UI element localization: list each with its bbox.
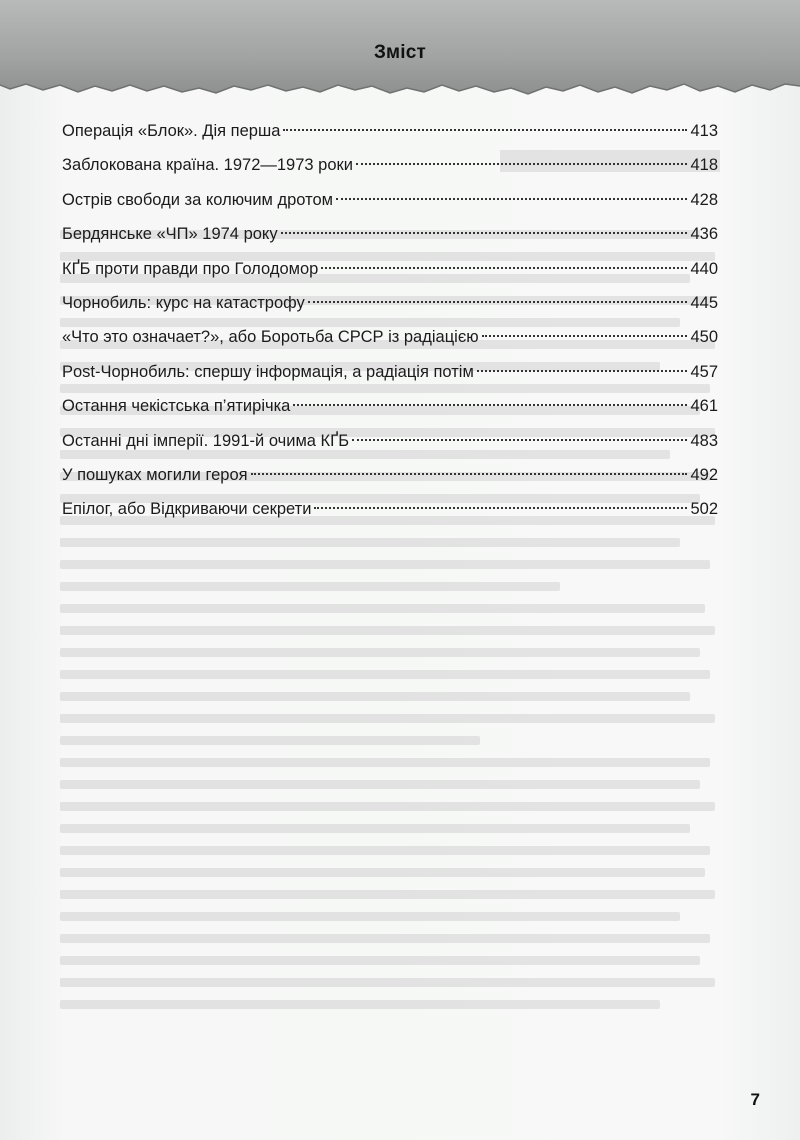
toc-leader-dots [477, 370, 688, 372]
toc-entry-title: Остання чекістська п’ятирічка [62, 397, 291, 416]
toc-leader-dots [283, 129, 687, 131]
toc-entry-title: У пошуках могили героя [62, 465, 248, 484]
toc-entry-page: 436 [690, 225, 718, 244]
toc-leader-dots [321, 267, 687, 269]
toc-leader-dots [281, 232, 688, 234]
toc-leader-dots [293, 404, 687, 406]
toc-entry-page: 440 [690, 259, 718, 278]
toc-entry-title: Бердянське «ЧП» 1974 року [62, 225, 278, 244]
toc-entry-page: 428 [690, 190, 718, 209]
toc-entry[interactable] [62, 355, 718, 389]
toc-entry-page: 413 [690, 122, 718, 140]
toc-leader-dots [352, 439, 687, 441]
toc-entry-page: 502 [690, 500, 718, 519]
toc-entry[interactable] [62, 492, 718, 526]
toc-entry-title: Чорнобиль: курс на катастрофу [62, 293, 305, 312]
toc-entry[interactable] [62, 320, 718, 354]
toc-entry-page: 461 [690, 397, 718, 416]
toc-entry[interactable] [62, 183, 718, 217]
toc-entry[interactable] [62, 217, 718, 251]
toc-entry-title: Post-Чорнобиль: спершу інформація, а радіація потім [62, 362, 474, 381]
toc-leader-dots [251, 473, 688, 475]
toc-entry-title: Останні дні імперії. 1991-й очима КҐБ [62, 431, 350, 450]
toc-entry[interactable] [62, 148, 718, 182]
page-number: 7 [750, 1090, 760, 1109]
toc-leader-dots [308, 301, 688, 303]
toc-entry-title: Острів свободи за колючим дротом [62, 190, 333, 209]
toc-leader-dots [314, 507, 687, 509]
toc-entry-page: 418 [690, 156, 718, 175]
toc-entry[interactable] [62, 458, 718, 492]
toc-entry[interactable] [62, 114, 718, 148]
toc-entry-title: Операція «Блок». Дія перша [62, 122, 281, 140]
toc-entry[interactable] [62, 424, 718, 458]
toc-entry-page: 450 [690, 328, 718, 347]
toc-entry-page: 445 [690, 293, 718, 312]
page-heading: Зміст [373, 42, 427, 63]
toc-entry-page: 483 [690, 431, 718, 450]
toc-entry-title: Заблокована країна. 1972—1973 роки [62, 156, 353, 175]
toc-entry[interactable] [62, 389, 718, 423]
toc-entry-title: КҐБ проти правди про Голодомор [62, 259, 319, 278]
table-of-contents [62, 114, 718, 527]
toc-entry-page: 457 [690, 362, 718, 381]
toc-leader-dots [482, 335, 688, 337]
toc-leader-dots [356, 163, 688, 165]
toc-entry-title: «Что это означает?», або Боротьба СРСР із радіацією [62, 328, 479, 347]
toc-entry[interactable] [62, 252, 718, 286]
toc-entry-page: 492 [690, 465, 718, 484]
toc-entry[interactable] [62, 286, 718, 320]
toc-leader-dots [336, 198, 687, 200]
toc-entry-title: Епілог, або Відкриваючи секрети [62, 500, 312, 519]
